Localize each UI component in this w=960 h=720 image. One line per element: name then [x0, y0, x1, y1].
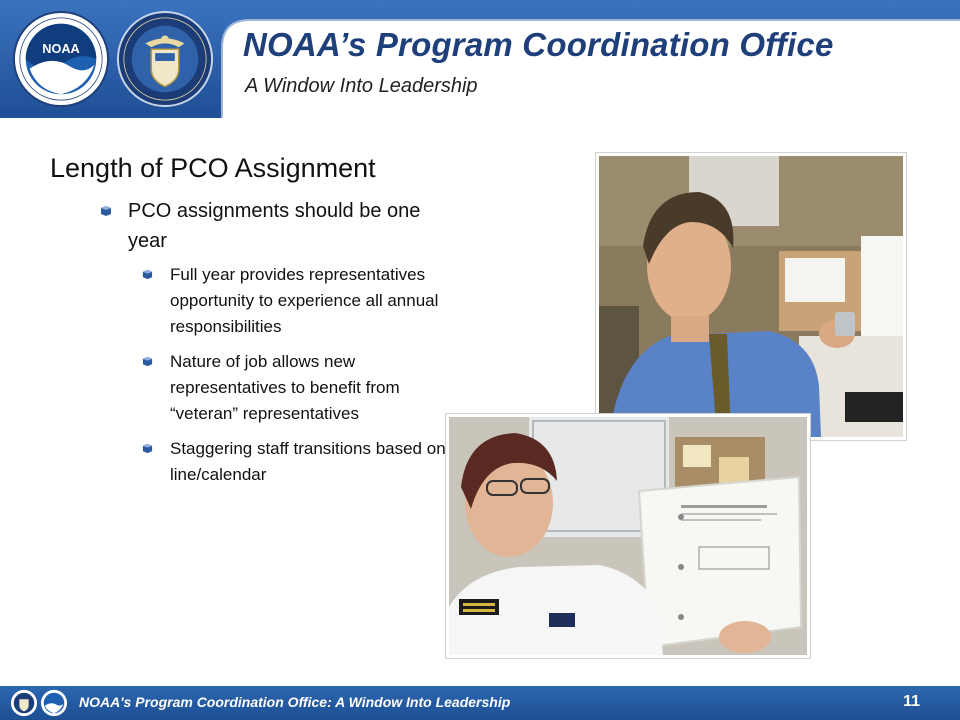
photo-officer-with-binder	[446, 414, 810, 658]
noaa-logo-text: NOAA	[42, 41, 80, 57]
slide-footer	[0, 686, 960, 720]
man-at-desk-image	[599, 156, 903, 437]
list-item	[142, 349, 472, 427]
officer-with-binder-image	[449, 417, 807, 655]
bullet-list	[100, 196, 460, 256]
sub-bullet-text: Nature of job allows new representatives to benefit from “veteran” representatives	[170, 352, 400, 423]
slide-title: NOAA’s Program Coordination Office	[243, 26, 834, 63]
commerce-seal-icon	[116, 10, 214, 108]
slide-header	[0, 0, 960, 118]
sub-bullet-list	[100, 262, 460, 497]
footer-text: NOAA's Program Coordination Office: A Window Into Leadership	[79, 694, 511, 710]
bullet-icon	[142, 356, 153, 367]
noaa-logo-small-icon	[40, 689, 68, 717]
noaa-logo-icon	[12, 10, 110, 108]
list-item	[100, 196, 460, 256]
commerce-seal-small-icon	[10, 689, 38, 717]
bullet-icon	[142, 443, 153, 454]
bullet-icon	[100, 205, 112, 217]
slide-subtitle: A Window Into Leadership	[245, 75, 478, 97]
bullet-icon	[142, 269, 153, 280]
bullet-text: PCO assignments should be one year	[128, 200, 421, 252]
page-number: 11	[903, 693, 920, 710]
sub-bullet-text: Full year provides representatives opportunity to experience all annual responsibilities	[170, 265, 439, 336]
sub-bullet-text: Staggering staff transitions based on line/calendar	[170, 439, 446, 484]
list-item	[142, 436, 472, 488]
list-item	[142, 262, 472, 340]
photo-man-at-desk	[596, 153, 906, 440]
section-heading: Length of PCO Assignment	[50, 153, 376, 183]
